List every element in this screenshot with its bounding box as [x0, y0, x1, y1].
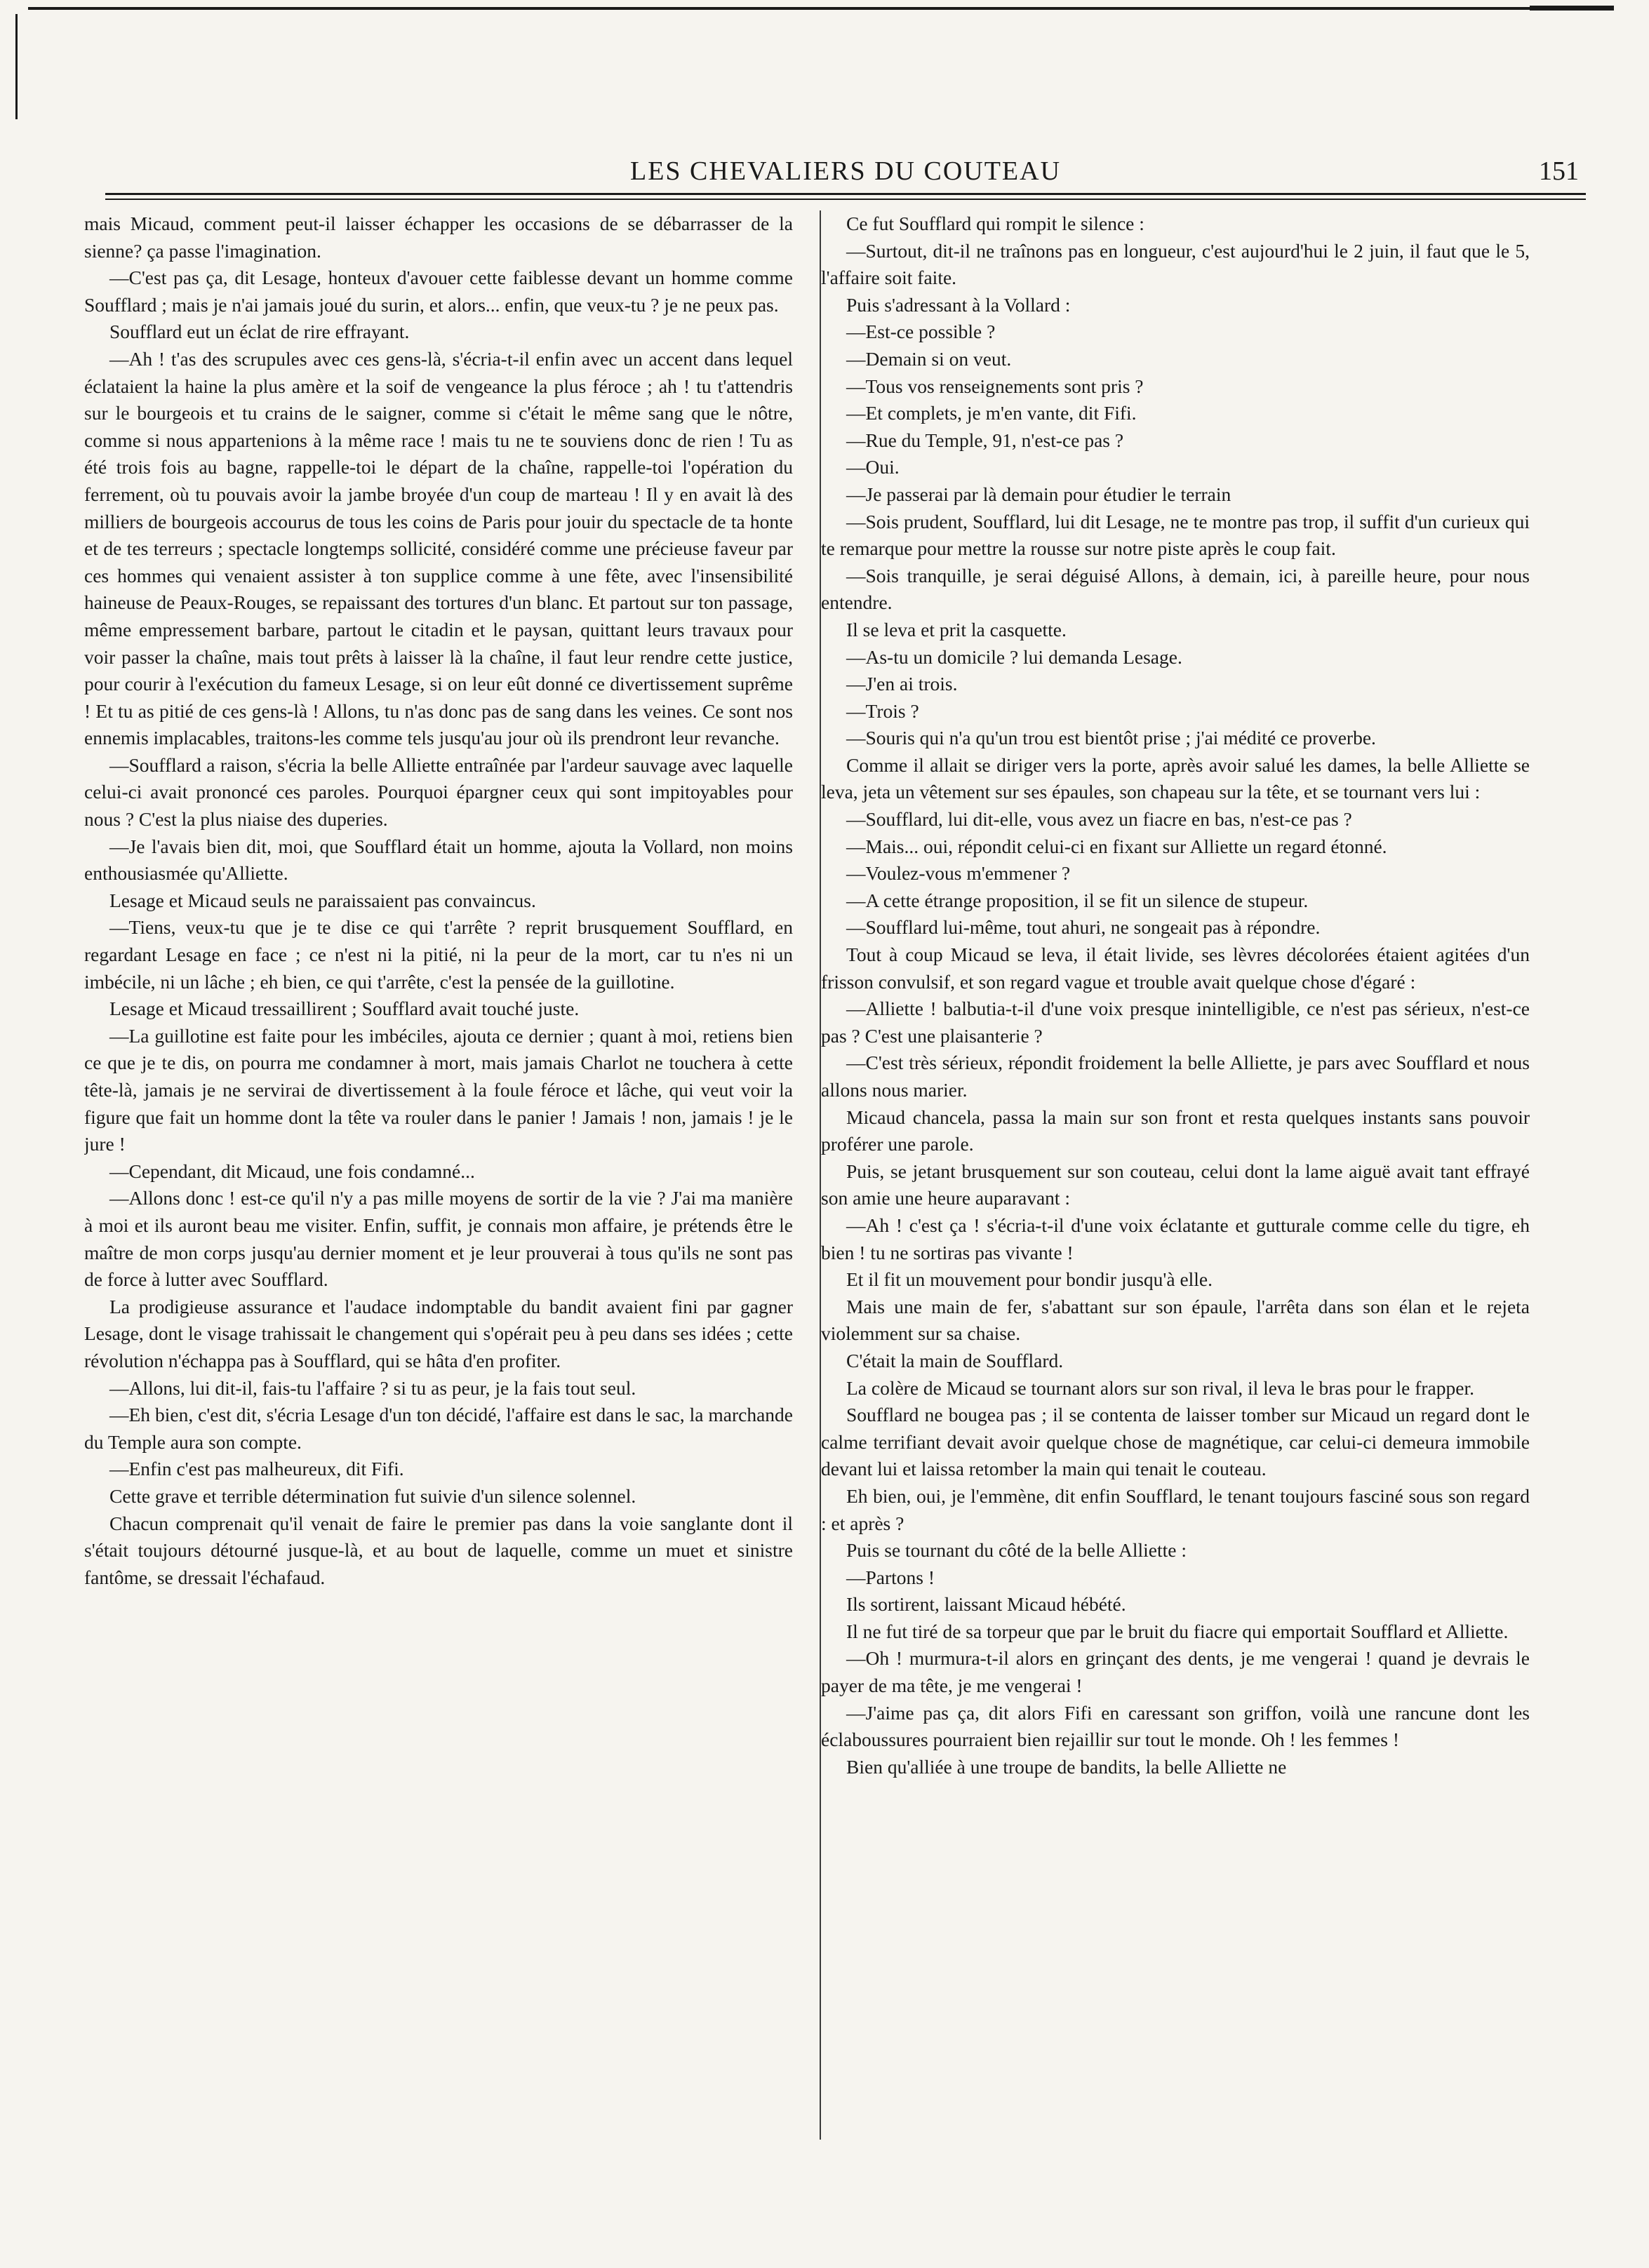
- top-border-rule: [28, 7, 1614, 10]
- paragraph: —Alliette ! balbutia-t-il d'une voix presque inintelligible, ce n'est pas sérieux, n'est-ce pas ? C'est une plaisanterie ?: [821, 998, 1530, 1047]
- paragraph: —Surtout, dit-il ne traînons pas en longueur, c'est aujourd'hui le 2 juin, il faut que le 5, l'affaire soit faite.: [821, 239, 1530, 289]
- paragraph: Chacun comprenait qu'il venait de faire le premier pas dans la voie sanglante dont il s'était toujours détourné jusque-là, et au bout de laquelle, comme un muet et sinistre fantôme, se dressait l'échafaud.: [84, 1512, 793, 1588]
- running-header: [105, 156, 1586, 191]
- paragraph: Il ne fut tiré de sa torpeur que par le bruit du fiacre qui emportait Soufflard et Alliette.: [846, 1620, 1509, 1642]
- paragraph: —Tous vos renseignements sont pris ?: [846, 375, 1144, 397]
- paragraph: Bien qu'alliée à une troupe de bandits, la belle Alliette ne: [846, 1755, 1287, 1778]
- paragraph: —Et complets, je m'en vante, dit Fifi.: [846, 402, 1137, 424]
- paragraph: Puis s'adressant à la Vollard :: [846, 293, 1071, 316]
- text-columns: [84, 210, 1572, 2231]
- paragraph: —Enfin c'est pas malheureux, dit Fifi.: [109, 1458, 404, 1480]
- paragraph: —Tiens, veux-tu que je te dise ce qui t'arrête ? reprit brusquement Soufflard, en regardant Lesage en face ; ce n'est ni la pitié, ni la peur de la mort, car tu n'es ni un imbécile, ni un lâche ; eh bien, ce qui t'arrête, c'est la pensée de la guillotine.: [84, 916, 793, 993]
- paragraph: —Je passerai par là demain pour étudier le terrain: [846, 483, 1231, 505]
- paragraph: —Soufflard a raison, s'écria la belle Alliette entraînée par l'ardeur sauvage avec laquelle celui-ci avait prononcé ces paroles. Pourquoi épargner ceux qui sont impitoyables pour nous ? C'est la plus niaise des duperies.: [84, 753, 793, 831]
- paragraph: —Je l'avais bien dit, moi, que Soufflard était un homme, ajouta la Vollard, non moins enthousiasmée qu'Alliette.: [84, 835, 793, 885]
- paragraph: —La guillotine est faite pour les imbéciles, ajouta ce dernier ; quant à moi, retiens bien ce que je te dis, on pourra me condamner à mort, mais jamais Charlot ne touchera à cette tête-là, jamais je ne servirai de divertissement à la foule féroce et lâche, qui veut voir la figure que fait un homme dont la tête va rouler dans le panier ! Jamais ! non, jamais ! je le jure !: [84, 1024, 793, 1155]
- paragraph: Puis, se jetant brusquement sur son couteau, celui dont la lame aiguë avait tant effrayé son amie une heure auparavant :: [821, 1160, 1530, 1209]
- paragraph: —Souris qui n'a qu'un trou est bientôt prise ; j'ai médité ce proverbe.: [846, 727, 1376, 749]
- paragraph: —A cette étrange proposition, il se fit un silence de stupeur.: [846, 889, 1309, 911]
- paragraph: mais Micaud, comment peut-il laisser échapper les occasions de se débarrasser de la sienne? ça passe l'imagination.: [84, 213, 793, 262]
- paragraph: —Trois ?: [846, 699, 919, 722]
- column-divider: [820, 210, 821, 2140]
- paragraph: Cette grave et terrible détermination fut suivie d'un silence solennel.: [109, 1484, 636, 1507]
- paragraph: Soufflard ne bougea pas ; il se contenta de laisser tomber sur Micaud un regard dont le calme terrifiant devait avoir quelque chose de magnétique, car celui-ci demeura immobile devant lui et laissa retomber la main qui tenait le couteau.: [821, 1404, 1530, 1480]
- page-number: 151: [1539, 156, 1579, 186]
- paragraph: —Eh bien, c'est dit, s'écria Lesage d'un ton décidé, l'affaire est dans le sac, la marchande du Temple aura son compte.: [84, 1404, 793, 1453]
- paragraph: —Ah ! c'est ça ! s'écria-t-il d'une voix éclatante et gutturale comme celle du tigre, eh bien ! tu ne sortiras pas vivante !: [821, 1214, 1530, 1263]
- paragraph: Il se leva et prit la casquette.: [846, 618, 1067, 640]
- paragraph: —J'aime pas ça, dit alors Fifi en caressant son griffon, voilà une rancune dont les éclaboussures pourraient bien rejaillir sur tout le monde. Oh ! les femmes !: [821, 1701, 1530, 1751]
- paragraph: Puis se tournant du côté de la belle Alliette :: [846, 1539, 1187, 1562]
- paragraph: —Oh ! murmura-t-il alors en grinçant des dents, je me vengerai ! quand je devrais le payer de ma tête, je me vengerai !: [821, 1647, 1530, 1697]
- paragraph: Ils sortirent, laissant Micaud hébété.: [846, 1593, 1126, 1616]
- paragraph: Et il fit un mouvement pour bondir jusqu'à elle.: [846, 1268, 1213, 1291]
- paragraph: Soufflard eut un éclat de rire effrayant.: [109, 321, 410, 343]
- paragraph: —Demain si on veut.: [846, 347, 1012, 370]
- header-rule: [105, 193, 1586, 195]
- paragraph: —Oui.: [846, 456, 900, 478]
- paragraph: Micaud chancela, passa la main sur son front et resta quelques instants sans pouvoir proférer une parole.: [821, 1106, 1530, 1155]
- paragraph: —Soufflard, lui dit-elle, vous avez un fiacre en bas, n'est-ce pas ?: [846, 808, 1352, 831]
- paragraph: —Sois prudent, Soufflard, lui dit Lesage, ne te montre pas trop, il suffit d'un curieux qui te remarque pour mettre la rousse sur notre piste après le coup fait.: [821, 510, 1530, 560]
- right-column: [821, 210, 1530, 2231]
- paragraph: —J'en ai trois.: [846, 673, 958, 695]
- paragraph: Comme il allait se diriger vers la porte, après avoir salué les dames, la belle Alliette se leva, jeta un vêtement sur ses épaules, son chapeau sur la tête, et se tournant vers lui :: [821, 753, 1530, 803]
- paragraph: —Rue du Temple, 91, n'est-ce pas ?: [846, 429, 1124, 451]
- paragraph: —Sois tranquille, je serai déguisé Allons, à demain, ici, à pareille heure, pour nous entendre.: [821, 564, 1530, 614]
- running-title: LES CHEVALIERS DU COUTEAU: [629, 156, 1062, 186]
- left-margin-mark: [15, 14, 18, 119]
- paragraph: —As-tu un domicile ? lui demanda Lesage.: [846, 645, 1182, 668]
- paragraph: Lesage et Micaud seuls ne paraissaient pas convaincus.: [109, 889, 536, 911]
- paragraph: Eh bien, oui, je l'emmène, dit enfin Soufflard, le tenant toujours fasciné sous son regard : et après ?: [821, 1484, 1530, 1534]
- paragraph: La colère de Micaud se tournant alors sur son rival, il leva le bras pour le frapper.: [846, 1376, 1474, 1399]
- paragraph: —C'est très sérieux, répondit froidement la belle Alliette, je pars avec Soufflard et nous allons nous marier.: [821, 1052, 1530, 1101]
- left-column: [84, 210, 793, 2231]
- paragraph: —Mais... oui, répondit celui-ci en fixant sur Alliette un regard étonné.: [846, 835, 1387, 857]
- top-border-mark: [1530, 6, 1614, 11]
- paragraph: Ce fut Soufflard qui rompit le silence :: [846, 213, 1144, 234]
- paragraph: —Allons, lui dit-il, fais-tu l'affaire ? si tu as peur, je la fais tout seul.: [109, 1376, 636, 1399]
- paragraph: Mais une main de fer, s'abattant sur son épaule, l'arrêta dans son élan et le rejeta violemment sur sa chaise.: [821, 1295, 1530, 1345]
- paragraph: —Est-ce possible ?: [846, 321, 996, 343]
- paragraph: —Soufflard lui-même, tout ahuri, ne songeait pas à répondre.: [846, 916, 1321, 939]
- paragraph: —Ah ! t'as des scrupules avec ces gens-là, s'écria-t-il enfin avec un accent dans lequel éclataient la haine la plus amère et la soif de vengeance la plus féroce ; ah ! tu t'attendris sur le bourgeois et tu crains de le saigner, comme si c'était le même sang que le nôtre, comme si nous appartenions à la même race ! mais tu ne te souviens donc de rien ! Tu as été trois fois au bagne, rappelle-toi le départ de la chaîne, rappelle-toi l'opération du ferrement, où tu pouvais avoir la jambe broyée d'un coup de marteau ! Il y en avait là des milliers de bourgeois accourus de tous les coins de Paris pour jouir du spectacle de ta honte et de tes terreurs ; spectacle longtemps sollicité, considéré comme une précieuse faveur par ces hommes qui venaient assister à ton supplice comme à une fête, avec l'insensibilité haineuse de Peaux-Rouges, se repaissant des tortures d'un blanc. Et partout sur ton passage, même empressement barbare, partout le citadin et le paysan, quittant leurs travaux pour voir passer la chaîne, mais tout prêts à laisser là la chaîne, il faut leur rendre cette justice, pour courir à l'exécution du fameux Lesage, si on leur eût donné ce divertissement suprême ! Et tu as pitié de ces gens-là ! Allons, tu n'as donc pas de sang dans les veines. Ce sont nos ennemis implacables, traitons-les comme tels jusqu'au jour où ils prendront leur revanche.: [84, 347, 793, 749]
- paragraph: La prodigieuse assurance et l'audace indomptable du bandit avaient fini par gagner Lesage, dont le visage trahissait le changement qui s'opérait peu à peu dans ses idées ; cette révolution n'échappa pas à Soufflard, qui se hâta d'en profiter.: [84, 1295, 793, 1371]
- header-rule-thin: [105, 199, 1586, 200]
- paragraph: —Cependant, dit Micaud, une fois condamné...: [109, 1160, 475, 1182]
- paragraph: —Partons !: [846, 1566, 935, 1588]
- paragraph: C'était la main de Soufflard.: [846, 1349, 1064, 1371]
- paragraph: Tout à coup Micaud se leva, il était livide, ses lèvres décolorées étaient agitées d'un frisson convulsif, et son regard vague et trouble avait quelque chose d'égaré :: [821, 944, 1530, 993]
- paragraph: Lesage et Micaud tressaillirent ; Soufflard avait touché juste.: [109, 998, 580, 1020]
- paragraph: —Allons donc ! est-ce qu'il n'y a pas mille moyens de sortir de la vie ? J'ai ma manière à moi et ils auront beau me visiter. Enfin, suffit, je connais mon affaire, je prétends être le maître de mon corps jusqu'au dernier moment et je leur prouverai à tous qu'ils ne sont pas de force à lutter avec Soufflard.: [84, 1187, 793, 1291]
- paragraph: —C'est pas ça, dit Lesage, honteux d'avouer cette faiblesse devant un homme comme Soufflard ; mais je n'ai jamais joué du surin, et alors... enfin, que veux-tu ? je ne peux pas.: [84, 267, 793, 316]
- paragraph: —Voulez-vous m'emmener ?: [846, 862, 1071, 885]
